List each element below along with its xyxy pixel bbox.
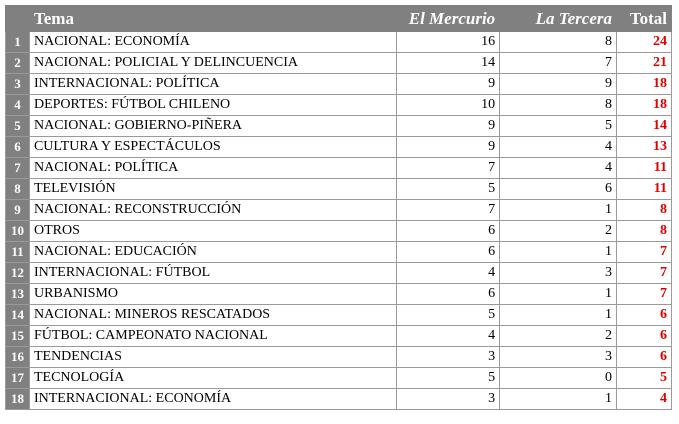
- topic-cell: TELEVISIÓN: [29, 179, 396, 200]
- el-mercurio-cell: 9: [397, 137, 500, 158]
- total-cell: 18: [617, 95, 672, 116]
- table-row: [6, 200, 672, 221]
- la-tercera-cell: 1: [500, 389, 617, 410]
- table-row: [6, 53, 672, 74]
- table-row: [6, 326, 672, 347]
- table-row: [6, 368, 672, 389]
- total-cell: 14: [617, 116, 672, 137]
- total-cell: 8: [617, 200, 672, 221]
- table-row: [6, 137, 672, 158]
- la-tercera-cell: 2: [500, 221, 617, 242]
- topic-cell: CULTURA Y ESPECTÁCULOS: [29, 137, 396, 158]
- row-number: 11: [6, 242, 30, 263]
- total-cell: 18: [617, 74, 672, 95]
- topic-cell: TENDENCIAS: [29, 347, 396, 368]
- el-mercurio-cell: 7: [397, 158, 500, 179]
- table-row: [6, 242, 672, 263]
- la-tercera-cell: 8: [500, 32, 617, 53]
- el-mercurio-cell: 3: [397, 347, 500, 368]
- topic-cell: DEPORTES: FÚTBOL CHILENO: [29, 95, 396, 116]
- el-mercurio-cell: 14: [397, 53, 500, 74]
- header-el-mercurio: El Mercurio: [397, 6, 500, 32]
- topic-cell: URBANISMO: [29, 284, 396, 305]
- row-number: 9: [6, 200, 30, 221]
- row-number: 2: [6, 53, 30, 74]
- el-mercurio-cell: 6: [397, 284, 500, 305]
- la-tercera-cell: 1: [500, 305, 617, 326]
- la-tercera-cell: 1: [500, 284, 617, 305]
- total-cell: 6: [617, 326, 672, 347]
- row-number: 15: [6, 326, 30, 347]
- el-mercurio-cell: 9: [397, 74, 500, 95]
- topic-cell: TECNOLOGÍA: [29, 368, 396, 389]
- el-mercurio-cell: 9: [397, 116, 500, 137]
- total-cell: 6: [617, 305, 672, 326]
- el-mercurio-cell: 5: [397, 368, 500, 389]
- table-row: [6, 179, 672, 200]
- topics-table: [5, 5, 672, 410]
- total-cell: 24: [617, 32, 672, 53]
- header-la-tercera: La Tercera: [500, 6, 617, 32]
- row-number: 8: [6, 179, 30, 200]
- total-cell: 11: [617, 158, 672, 179]
- topic-cell: INTERNACIONAL: ECONOMÍA: [29, 389, 396, 410]
- el-mercurio-cell: 4: [397, 326, 500, 347]
- la-tercera-cell: 1: [500, 242, 617, 263]
- topic-cell: NACIONAL: ECONOMÍA: [29, 32, 396, 53]
- total-cell: 7: [617, 263, 672, 284]
- el-mercurio-cell: 6: [397, 242, 500, 263]
- total-cell: 7: [617, 284, 672, 305]
- la-tercera-cell: 0: [500, 368, 617, 389]
- topic-cell: INTERNACIONAL: FÚTBOL: [29, 263, 396, 284]
- header-total: Total: [617, 6, 672, 32]
- table-row: [6, 305, 672, 326]
- el-mercurio-cell: 4: [397, 263, 500, 284]
- row-number: 6: [6, 137, 30, 158]
- la-tercera-cell: 3: [500, 347, 617, 368]
- table-row: [6, 116, 672, 137]
- total-cell: 4: [617, 389, 672, 410]
- total-cell: 8: [617, 221, 672, 242]
- total-cell: 21: [617, 53, 672, 74]
- table-row: [6, 284, 672, 305]
- row-number: 17: [6, 368, 30, 389]
- row-number: 18: [6, 389, 30, 410]
- row-number: 12: [6, 263, 30, 284]
- row-number: 4: [6, 95, 30, 116]
- el-mercurio-cell: 5: [397, 305, 500, 326]
- header-number: [6, 6, 30, 32]
- la-tercera-cell: 3: [500, 263, 617, 284]
- el-mercurio-cell: 3: [397, 389, 500, 410]
- el-mercurio-cell: 7: [397, 200, 500, 221]
- topic-cell: NACIONAL: GOBIERNO-PIÑERA: [29, 116, 396, 137]
- topic-cell: NACIONAL: RECONSTRUCCIÓN: [29, 200, 396, 221]
- topic-cell: FÚTBOL: CAMPEONATO NACIONAL: [29, 326, 396, 347]
- la-tercera-cell: 4: [500, 137, 617, 158]
- table-row: [6, 347, 672, 368]
- row-number: 10: [6, 221, 30, 242]
- row-number: 7: [6, 158, 30, 179]
- table-row: [6, 158, 672, 179]
- el-mercurio-cell: 6: [397, 221, 500, 242]
- topic-cell: NACIONAL: POLÍTICA: [29, 158, 396, 179]
- total-cell: 13: [617, 137, 672, 158]
- header-tema: Tema: [29, 6, 396, 32]
- row-number: 5: [6, 116, 30, 137]
- la-tercera-cell: 1: [500, 200, 617, 221]
- table-row: [6, 32, 672, 53]
- row-number: 13: [6, 284, 30, 305]
- table-row: [6, 389, 672, 410]
- row-number: 16: [6, 347, 30, 368]
- header-row: [6, 6, 672, 32]
- table-row: [6, 263, 672, 284]
- total-cell: 7: [617, 242, 672, 263]
- la-tercera-cell: 9: [500, 74, 617, 95]
- la-tercera-cell: 4: [500, 158, 617, 179]
- row-number: 14: [6, 305, 30, 326]
- topic-cell: NACIONAL: POLICIAL Y DELINCUENCIA: [29, 53, 396, 74]
- total-cell: 11: [617, 179, 672, 200]
- table-row: [6, 95, 672, 116]
- la-tercera-cell: 8: [500, 95, 617, 116]
- el-mercurio-cell: 16: [397, 32, 500, 53]
- la-tercera-cell: 5: [500, 116, 617, 137]
- topic-cell: NACIONAL: EDUCACIÓN: [29, 242, 396, 263]
- topic-cell: INTERNACIONAL: POLÍTICA: [29, 74, 396, 95]
- row-number: 3: [6, 74, 30, 95]
- la-tercera-cell: 7: [500, 53, 617, 74]
- el-mercurio-cell: 10: [397, 95, 500, 116]
- total-cell: 5: [617, 368, 672, 389]
- table-row: [6, 74, 672, 95]
- topic-cell: OTROS: [29, 221, 396, 242]
- total-cell: 6: [617, 347, 672, 368]
- la-tercera-cell: 2: [500, 326, 617, 347]
- table-row: [6, 221, 672, 242]
- topic-cell: NACIONAL: MINEROS RESCATADOS: [29, 305, 396, 326]
- la-tercera-cell: 6: [500, 179, 617, 200]
- el-mercurio-cell: 5: [397, 179, 500, 200]
- row-number: 1: [6, 32, 30, 53]
